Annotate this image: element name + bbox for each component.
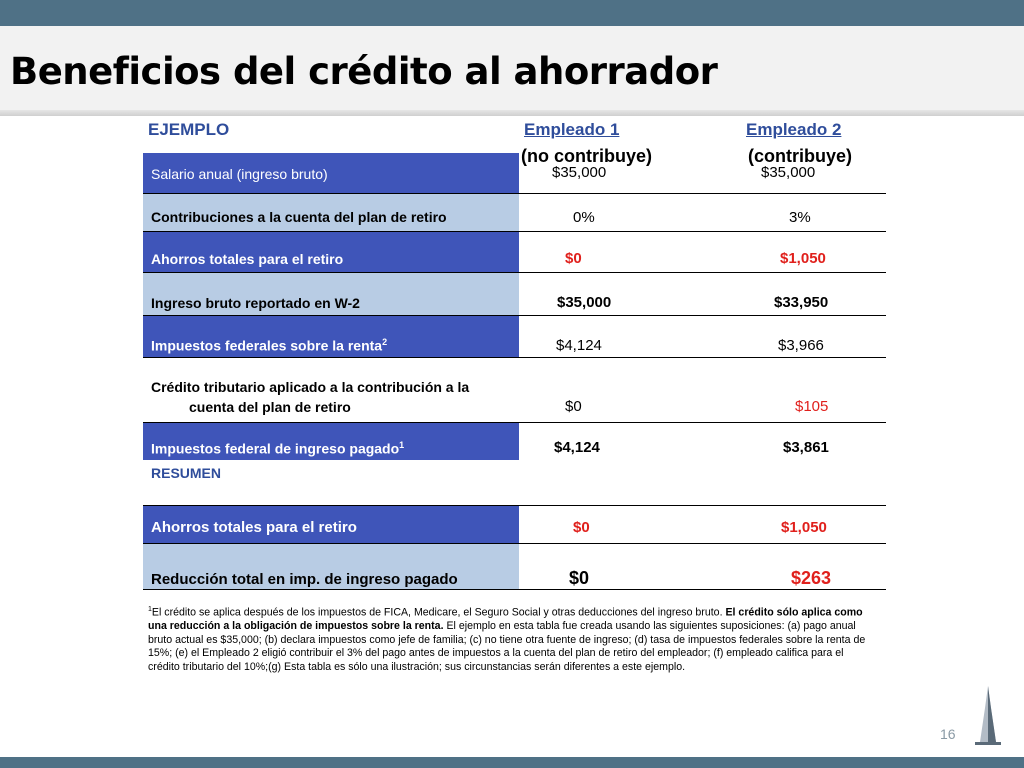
table-row [143,423,886,460]
summary-label: RESUMEN [151,465,222,481]
employee-2-value: $105 [795,398,829,415]
employee-2-value: 3% [789,209,811,226]
footnote-bold-text: El crédito sólo aplica como una reducción a la obligación de impuestos sobre la renta. [148,606,863,633]
row-label: Ingreso bruto reportado en W-2 [151,295,360,311]
row-label: Contribuciones a la cuenta del plan de retiro [151,209,447,225]
employee-2-value: $1,050 [781,519,827,536]
footnote-text-1: El crédito se aplica después de los impuestos de FICA, Medicare, el Seguro Social y otras deducciones del ingreso bruto. [151,606,726,619]
footnote-marker: 1 [148,606,152,613]
comparison-table [143,153,886,590]
row-label: Impuestos federal de ingreso pagado [151,440,400,457]
employee-1-value: 0% [573,209,595,226]
example-label: EJEMPLO [148,120,230,139]
employee-2-value: $3,861 [783,439,829,456]
table-row [143,232,886,272]
employee-1-value: $0 [565,398,582,415]
table-row [143,544,886,589]
row-label: Impuestos federales sobre la renta [151,337,383,354]
employee-1-value: $0 [565,250,582,267]
employee-1-subheader: (no contribuye) [521,146,652,166]
employee-1-value: $35,000 [557,294,612,311]
employee-2-value: $1,050 [780,250,826,267]
footnote-text-2: El ejemplo en esta tabla fue creada usando las siguientes suposiciones: (a) pago anual bruto actual es $35,000; (b) declara impuestos como jefe de familia; (c) no tiene otra fuente de ingreso; (d) tasa de impuestos federales sobre la renta de 15%; (e) el Empleado 2 eligió contribuir el 3% del pago antes de impuestos a la cuenta del plan de retiro del empleador; (f) empleado califica para el crédito tributario del 10%;(g) Esta tabla es sólo una ilustración; sus circunstancias serán diferentes a este ejemplo. [148,620,866,673]
page-number: 16 [940,726,956,742]
employee-1-value: $35,000 [552,164,607,181]
table-row [143,273,886,315]
employee-2-value: $33,950 [774,294,829,311]
row-label-line2: cuenta del plan de retiro [189,399,351,415]
footnote [148,603,878,675]
footnote-ref: 2 [382,337,388,347]
bottom-bar [0,757,1024,768]
table-row [143,194,886,231]
employee-1-header: Empleado 1 [524,120,620,139]
row-label: Reducción total en imp. de ingreso pagado [151,571,458,588]
employee-2-subheader: (contribuye) [748,146,853,166]
table-row [143,358,886,422]
summary-header-row [143,460,886,505]
employee-2-value: $263 [791,568,832,588]
footnote-ref: 1 [399,440,405,450]
table-row [143,153,886,193]
table-row [143,506,886,543]
employee-2-value: $35,000 [761,164,816,181]
employee-2-value: $3,966 [778,337,824,354]
row-label: Ahorros totales para el retiro [151,251,344,267]
slide-title: Beneficios del crédito al ahorrador [10,50,718,93]
employee-1-value: $4,124 [556,337,602,354]
table-row [143,316,886,357]
top-bar [0,0,1024,26]
pyramid-tower-logo-icon [975,686,1001,746]
employee-2-header: Empleado 2 [746,120,842,139]
row-label-line1: Crédito tributario aplicado a la contribución a la [151,379,470,395]
employee-1-value: $0 [569,568,590,588]
row-label: Salario anual (ingreso bruto) [151,166,328,182]
employee-1-value: $4,124 [554,439,600,456]
employee-1-value: $0 [573,519,590,536]
row-label: Ahorros totales para el retiro [151,519,357,536]
